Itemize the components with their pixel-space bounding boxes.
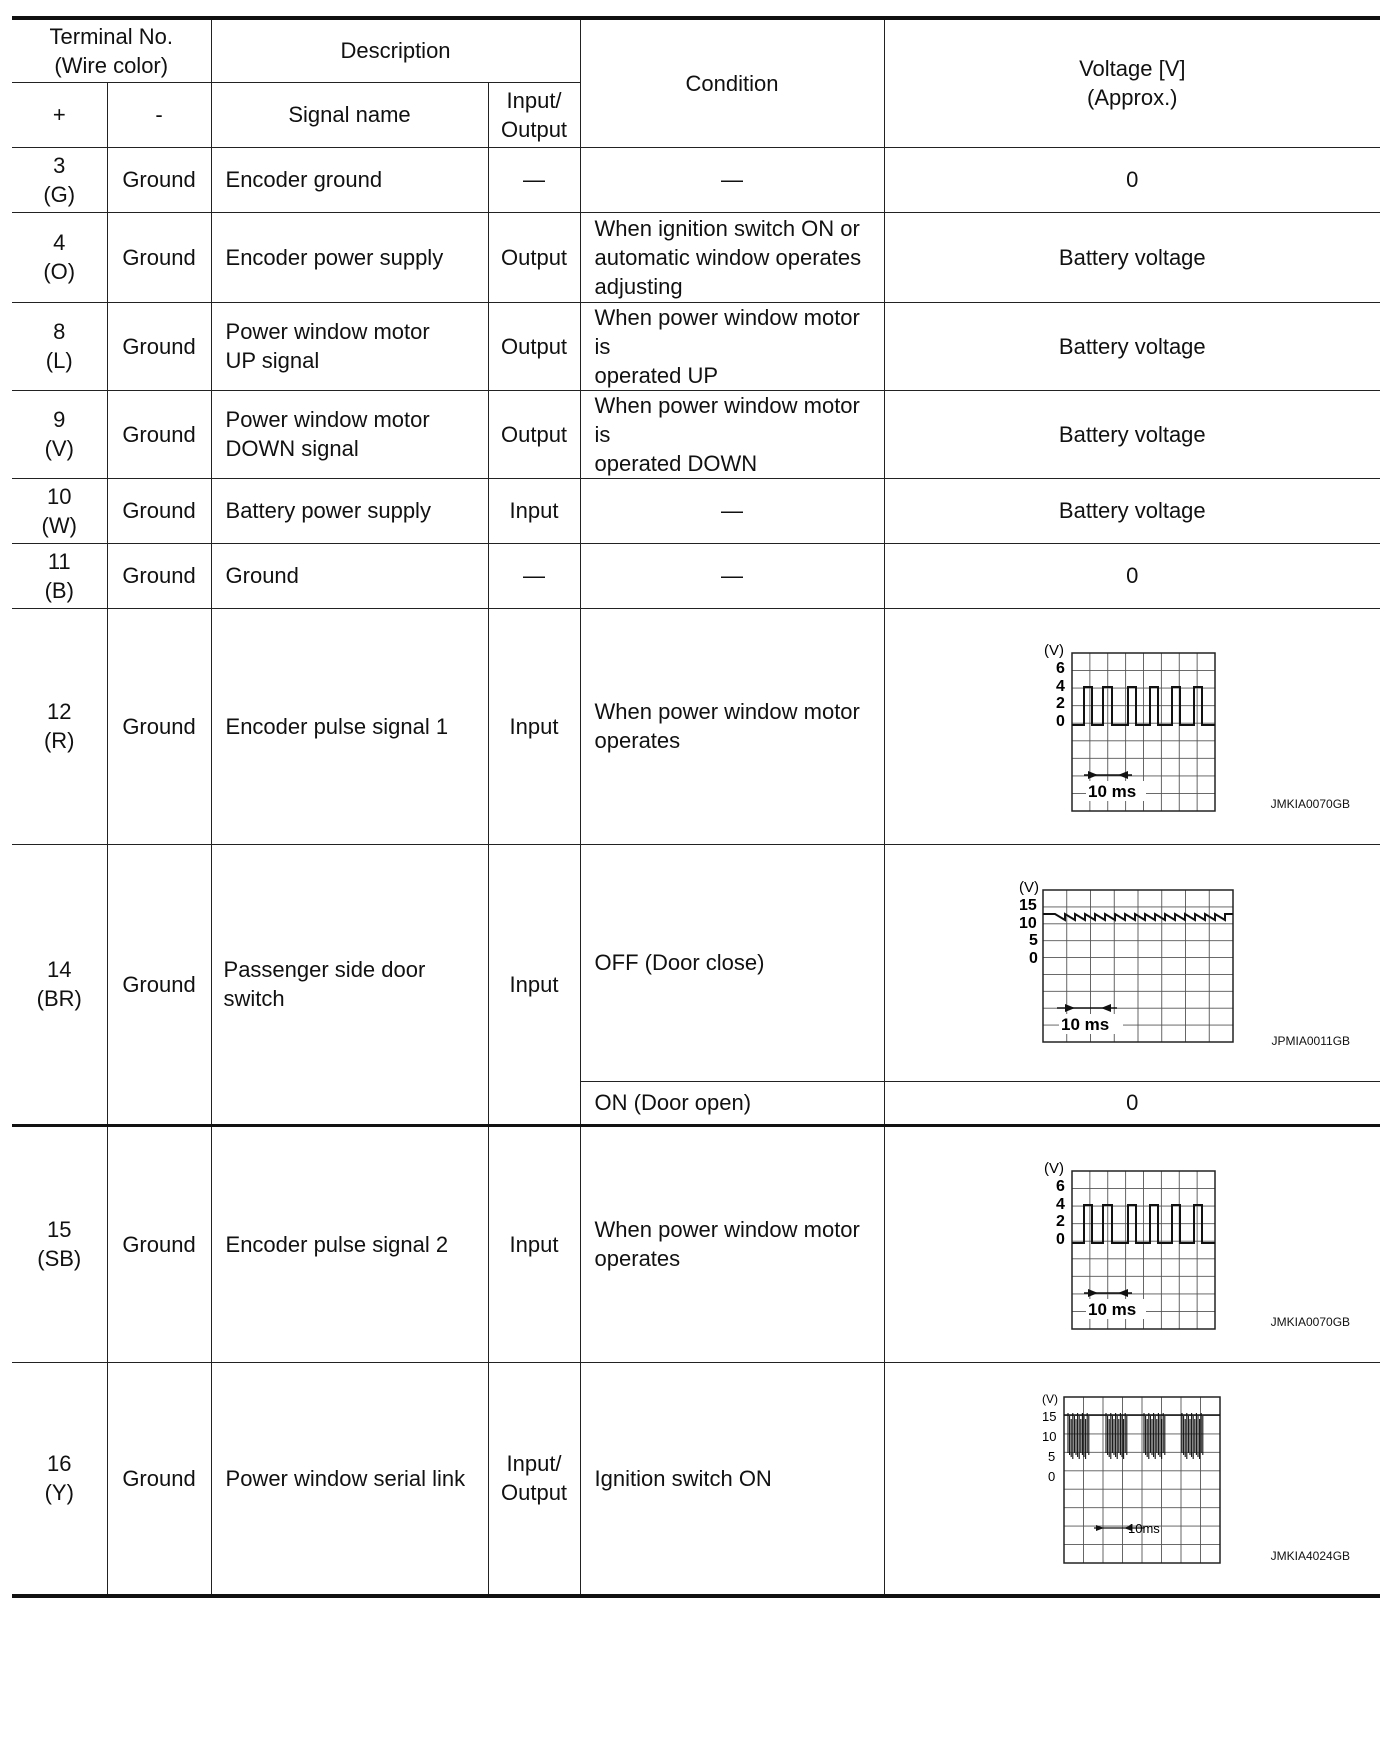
waveform-figure bbox=[885, 1383, 1381, 1573]
terminal-cell: 12 (R) bbox=[12, 608, 107, 844]
io-cell: Output bbox=[488, 212, 580, 302]
waveform-tick: 4 bbox=[1056, 678, 1066, 695]
span-label: 10 ms bbox=[1061, 1014, 1110, 1034]
ground-cell: Ground bbox=[107, 302, 211, 390]
signal-cell: Passenger side door switch bbox=[211, 844, 488, 1125]
waveform-tick: 0 bbox=[1029, 949, 1039, 967]
waveform-tick: 4 bbox=[1056, 1196, 1066, 1213]
figure-code: JMKIA0070GB bbox=[1270, 1315, 1351, 1329]
ground-cell: Ground bbox=[107, 212, 211, 302]
waveform-tick: 6 bbox=[1056, 660, 1066, 677]
header-minus: - bbox=[107, 82, 211, 147]
table-row bbox=[12, 844, 1380, 1081]
ground-cell: Ground bbox=[107, 478, 211, 543]
terminal-cell: 4 (O) bbox=[12, 212, 107, 302]
voltage-waveform-cell bbox=[884, 1125, 1380, 1362]
voltage-cell: Battery voltage bbox=[884, 302, 1380, 390]
io-cell: Input bbox=[488, 608, 580, 844]
table-row bbox=[12, 1125, 1380, 1362]
condition-cell: When power window motor operates bbox=[580, 608, 884, 844]
signal-cell: Encoder ground bbox=[211, 147, 488, 212]
span-arrowhead bbox=[1101, 1004, 1111, 1012]
waveform-unit: (V) bbox=[1019, 878, 1040, 896]
terminal-table bbox=[12, 16, 1380, 1598]
io-cell: Input/ Output bbox=[488, 1362, 580, 1596]
span-arrowhead bbox=[1118, 1289, 1128, 1297]
waveform-figure bbox=[885, 1149, 1381, 1339]
condition-cell: When power window motor is operated UP bbox=[580, 302, 884, 390]
waveform-tick: 15 bbox=[1019, 896, 1038, 914]
ground-cell: Ground bbox=[107, 1362, 211, 1596]
ground-cell: Ground bbox=[107, 844, 211, 1125]
waveform-tick: 2 bbox=[1056, 695, 1066, 712]
table-row bbox=[12, 1362, 1380, 1596]
ground-cell: Ground bbox=[107, 390, 211, 478]
io-cell: — bbox=[488, 543, 580, 608]
signal-cell: Encoder pulse signal 1 bbox=[211, 608, 488, 844]
door-switch-waveform bbox=[1007, 868, 1257, 1058]
condition-cell: When power window motor is operated DOWN bbox=[580, 390, 884, 478]
condition-cell: — bbox=[580, 478, 884, 543]
ground-cell: Ground bbox=[107, 608, 211, 844]
terminal-cell: 11 (B) bbox=[12, 543, 107, 608]
voltage-waveform-cell bbox=[884, 1362, 1380, 1596]
table-row bbox=[12, 543, 1380, 608]
table-row bbox=[12, 608, 1380, 844]
figure-code: JMKIA0070GB bbox=[1270, 797, 1351, 811]
signal-cell: Encoder power supply bbox=[211, 212, 488, 302]
terminal-cell: 16 (Y) bbox=[12, 1362, 107, 1596]
voltage-cell: Battery voltage bbox=[884, 212, 1380, 302]
voltage-cell: Battery voltage bbox=[884, 478, 1380, 543]
signal-cell: Power window motor DOWN signal bbox=[211, 390, 488, 478]
terminal-cell: 14 (BR) bbox=[12, 844, 107, 1125]
condition-cell: — bbox=[580, 147, 884, 212]
table-row bbox=[12, 390, 1380, 478]
condition-cell: OFF (Door close) bbox=[580, 844, 884, 1081]
pulse-waveform-2 bbox=[1032, 1149, 1232, 1339]
table-row bbox=[12, 212, 1380, 302]
condition-cell: When ignition switch ON or automatic window operates adjusting bbox=[580, 212, 884, 302]
serial-link-waveform bbox=[1032, 1383, 1232, 1573]
header-voltage: Voltage [V] (Approx.) bbox=[884, 18, 1380, 147]
header-signal-name: Signal name bbox=[211, 82, 488, 147]
figure-code: JPMIA0011GB bbox=[1271, 1033, 1351, 1048]
ground-cell: Ground bbox=[107, 543, 211, 608]
span-label: 10 ms bbox=[1088, 1300, 1137, 1319]
io-cell: Output bbox=[488, 390, 580, 478]
waveform-tick: 10 bbox=[1042, 1429, 1057, 1445]
signal-cell: Power window motor UP signal bbox=[211, 302, 488, 390]
waveform-tick: 15 bbox=[1042, 1409, 1057, 1425]
condition-cell: — bbox=[580, 543, 884, 608]
terminal-table-wrapper bbox=[12, 16, 1380, 1598]
table-row bbox=[12, 478, 1380, 543]
table-row bbox=[12, 302, 1380, 390]
signal-cell: Encoder pulse signal 2 bbox=[211, 1125, 488, 1362]
terminal-cell: 10 (W) bbox=[12, 478, 107, 543]
figure-code: JMKIA4024GB bbox=[1270, 1549, 1351, 1564]
span-arrowhead bbox=[1065, 1004, 1075, 1012]
voltage-cell: 0 bbox=[884, 147, 1380, 212]
waveform-unit: (V) bbox=[1042, 1392, 1059, 1407]
io-cell: Input bbox=[488, 478, 580, 543]
condition-cell: ON (Door open) bbox=[580, 1081, 884, 1125]
terminal-cell: 8 (L) bbox=[12, 302, 107, 390]
waveform-tick: 10 bbox=[1019, 914, 1038, 932]
header-condition: Condition bbox=[580, 18, 884, 147]
ground-cell: Ground bbox=[107, 147, 211, 212]
header-plus: + bbox=[12, 82, 107, 147]
waveform-tick: 6 bbox=[1056, 1178, 1066, 1195]
terminal-cell: 3 (G) bbox=[12, 147, 107, 212]
span-arrowhead bbox=[1088, 1289, 1098, 1297]
signal-cell: Battery power supply bbox=[211, 478, 488, 543]
header-input-output: Input/ Output bbox=[488, 82, 580, 147]
waveform-tick: 0 bbox=[1048, 1469, 1056, 1485]
condition-cell: When power window motor operates bbox=[580, 1125, 884, 1362]
waveform-tick: 2 bbox=[1056, 1213, 1066, 1230]
span-arrowhead bbox=[1118, 771, 1128, 779]
header-terminal-no: Terminal No. (Wire color) bbox=[12, 18, 211, 82]
span-label: 10 ms bbox=[1088, 782, 1137, 801]
waveform-tick: 5 bbox=[1029, 931, 1039, 949]
io-cell: Output bbox=[488, 302, 580, 390]
io-cell: Input bbox=[488, 1125, 580, 1362]
waveform-figure bbox=[885, 631, 1381, 821]
signal-cell: Ground bbox=[211, 543, 488, 608]
waveform-tick: 5 bbox=[1048, 1449, 1056, 1465]
voltage-waveform-cell bbox=[884, 844, 1380, 1081]
terminal-cell: 15 (SB) bbox=[12, 1125, 107, 1362]
waveform-figure bbox=[885, 868, 1381, 1058]
waveform-unit: (V) bbox=[1044, 642, 1065, 659]
pulse-waveform-1 bbox=[1032, 631, 1232, 821]
waveform-tick: 0 bbox=[1056, 1231, 1066, 1248]
signal-cell: Power window serial link bbox=[211, 1362, 488, 1596]
condition-cell: Ignition switch ON bbox=[580, 1362, 884, 1596]
span-arrowhead bbox=[1088, 771, 1098, 779]
io-cell: — bbox=[488, 147, 580, 212]
voltage-waveform-cell bbox=[884, 608, 1380, 844]
voltage-cell: 0 bbox=[884, 1081, 1380, 1125]
voltage-cell: 0 bbox=[884, 543, 1380, 608]
voltage-cell: Battery voltage bbox=[884, 390, 1380, 478]
terminal-cell: 9 (V) bbox=[12, 390, 107, 478]
waveform-tick: 0 bbox=[1056, 713, 1066, 730]
header-description: Description bbox=[211, 18, 580, 82]
waveform-unit: (V) bbox=[1044, 1160, 1065, 1177]
io-cell: Input bbox=[488, 844, 580, 1125]
table-row bbox=[12, 147, 1380, 212]
span-label: 10ms bbox=[1128, 1521, 1161, 1537]
ground-cell: Ground bbox=[107, 1125, 211, 1362]
